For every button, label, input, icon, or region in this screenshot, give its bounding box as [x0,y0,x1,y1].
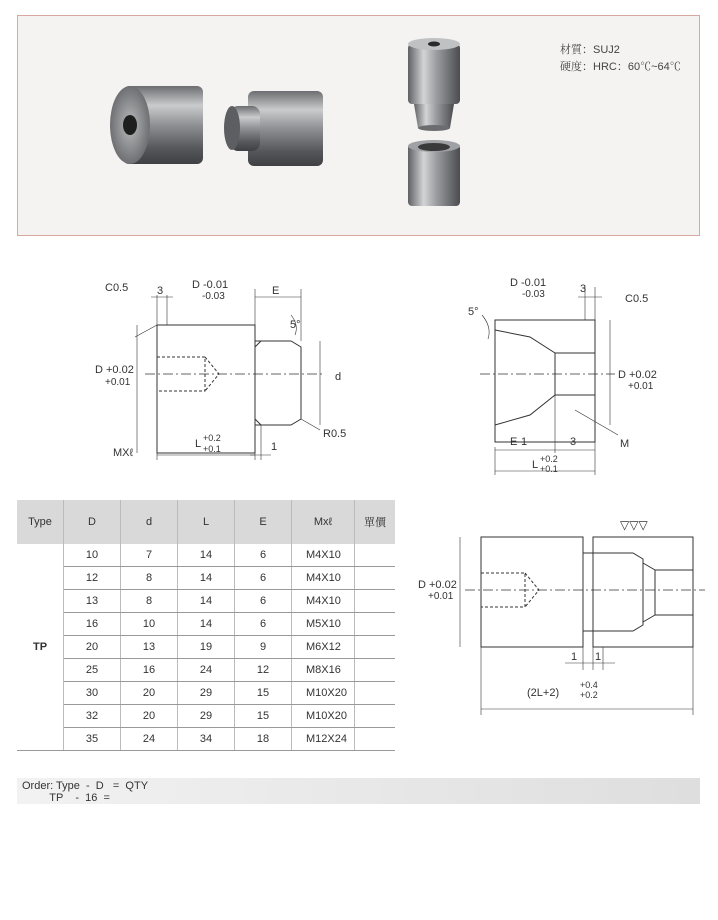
surface-finish: ▽▽▽ [620,518,648,532]
table-cell: 25 [64,659,121,682]
dim-1-label: 1 [271,441,278,453]
table-cell [355,544,396,567]
table-cell: 32 [64,705,121,728]
table-cell: 29 [178,682,235,705]
table-cell: 18 [235,728,292,751]
angle-label: 5° [468,306,479,318]
bushing-hole-left [123,115,137,135]
bushing-taper-bore [495,330,555,425]
material-spec [560,42,681,76]
bushing-outline [495,320,595,442]
table-row [17,636,395,659]
small-d-label: d [335,371,342,383]
header-thread: Mxℓ [292,500,355,544]
d-fit-bottom: +0.01 [628,381,654,392]
table-cell: 10 [64,544,121,567]
table-cell [355,613,396,636]
d-fit-top: D +0.02 [95,364,134,376]
type-cell: TP [17,544,64,751]
table-cell: 8 [121,590,178,613]
total-tol-bottom: +0.2 [580,690,598,700]
d-fit-top: D +0.02 [418,579,457,591]
table-cell: 13 [64,590,121,613]
pin-tip-vertical [418,125,450,131]
dim-3-label: 3 [157,285,164,297]
table-cell: M12X24 [292,728,355,751]
table-cell [355,567,396,590]
pin-body-vertical [408,44,460,104]
e-minus-1-label: E-1 [510,436,528,448]
header-price: 單價 [355,500,396,544]
d-tol-bottom: -0.03 [522,289,545,300]
table-cell [355,682,396,705]
table-cell: 14 [178,567,235,590]
d-fit-bottom: +0.01 [105,377,131,388]
table-cell: 12 [235,659,292,682]
table-cell: 20 [121,682,178,705]
table-cell [355,705,396,728]
table-cell [355,636,396,659]
assembly-taper [583,553,643,631]
thread-label: M [620,438,630,450]
table-row [17,728,395,751]
assembly-pin-block [481,537,583,647]
table-row [17,682,395,705]
total-tol-top: +0.4 [580,680,598,690]
d-fit-bottom: +0.01 [428,591,454,602]
assembly-thread-bore [655,570,693,615]
bushing-body-vertical [408,144,460,206]
dim-3b-label: 3 [570,436,577,448]
table-cell: 10 [121,613,178,636]
spec-table [17,500,395,751]
length-label: L [195,438,202,450]
table-cell: 16 [64,613,121,636]
table-cell: 12 [64,567,121,590]
table-cell: 14 [178,613,235,636]
table-row [17,544,395,567]
table-cell: 29 [178,705,235,728]
length-tol-bottom: +0.1 [203,444,221,454]
dim-e-label: E [272,285,280,297]
table-cell: M4X10 [292,567,355,590]
thread-label: MXℓ [113,447,134,459]
table-row [17,590,395,613]
hardness-line: 硬度：HRC：60℃~64℃ [560,61,681,73]
header-d: D [64,500,121,544]
table-cell: 20 [121,705,178,728]
material-line: 材質：SUJ2 [560,44,620,56]
pin-tip-right [224,106,240,150]
table-cell: 20 [64,636,121,659]
pin-taper-vertical [414,104,454,128]
chamfer-label: C0.5 [105,282,129,294]
table-cell: 8 [121,567,178,590]
table-cell: 6 [235,567,292,590]
header-type: Type [17,500,64,544]
header-small-d: d [121,500,178,544]
assembly-drawing [415,515,705,720]
table-cell: 16 [121,659,178,682]
pin-top-hole [428,42,440,47]
table-cell: 15 [235,705,292,728]
table-cell [355,728,396,751]
dim-3a-label: 3 [580,283,587,295]
table-cell: 7 [121,544,178,567]
radius-label: R0.5 [323,428,347,440]
bushing-drawing [460,275,700,475]
pin-drawing [95,275,375,475]
length-label: L [532,459,539,471]
bushing-bore-vertical [418,143,450,151]
gap-b-label: 1 [595,651,602,663]
table-cell: 14 [178,590,235,613]
chamfer-label: C0.5 [625,293,649,305]
table-cell: 35 [64,728,121,751]
d-tol-bottom: -0.03 [202,291,225,302]
table-cell: M10X20 [292,682,355,705]
table-cell: 30 [64,682,121,705]
table-cell: M5X10 [292,613,355,636]
table-cell [355,590,396,613]
table-cell: 24 [178,659,235,682]
table-cell: 6 [235,613,292,636]
table-row [17,567,395,590]
table-cell: M4X10 [292,544,355,567]
length-tol-top: +0.2 [203,433,221,443]
table-cell: 24 [121,728,178,751]
table-cell [355,659,396,682]
angle-label: 5° [290,319,301,331]
d-fit-top: D +0.02 [618,369,657,381]
header-l: L [178,500,235,544]
order-line-2: TP - 16 = [22,792,110,804]
table-body [17,544,395,751]
table-header-row [17,500,395,544]
gap-a-label: 1 [571,651,578,663]
header-e: E [235,500,292,544]
pin-taper-outline [255,341,301,425]
table-cell: M10X20 [292,705,355,728]
table-row [17,659,395,682]
d-tol-top: D -0.01 [510,277,547,289]
table-row [17,613,395,636]
table-cell: M8X16 [292,659,355,682]
d-tol-top: D -0.01 [192,279,229,291]
length-tol-bottom: +0.1 [540,464,558,474]
table-cell: 19 [178,636,235,659]
table-cell: 34 [178,728,235,751]
table-cell: 14 [178,544,235,567]
table-cell: 6 [235,590,292,613]
table-cell: 13 [121,636,178,659]
table-cell: M4X10 [292,590,355,613]
table-cell: 6 [235,544,292,567]
total-length-label: (2L+2) [527,687,560,699]
length-tol-top: +0.2 [540,454,558,464]
order-line-1: Order: Type - D = QTY [22,780,149,792]
table-cell: 9 [235,636,292,659]
table-cell: 15 [235,682,292,705]
table-row [17,705,395,728]
table-cell: M6X12 [292,636,355,659]
